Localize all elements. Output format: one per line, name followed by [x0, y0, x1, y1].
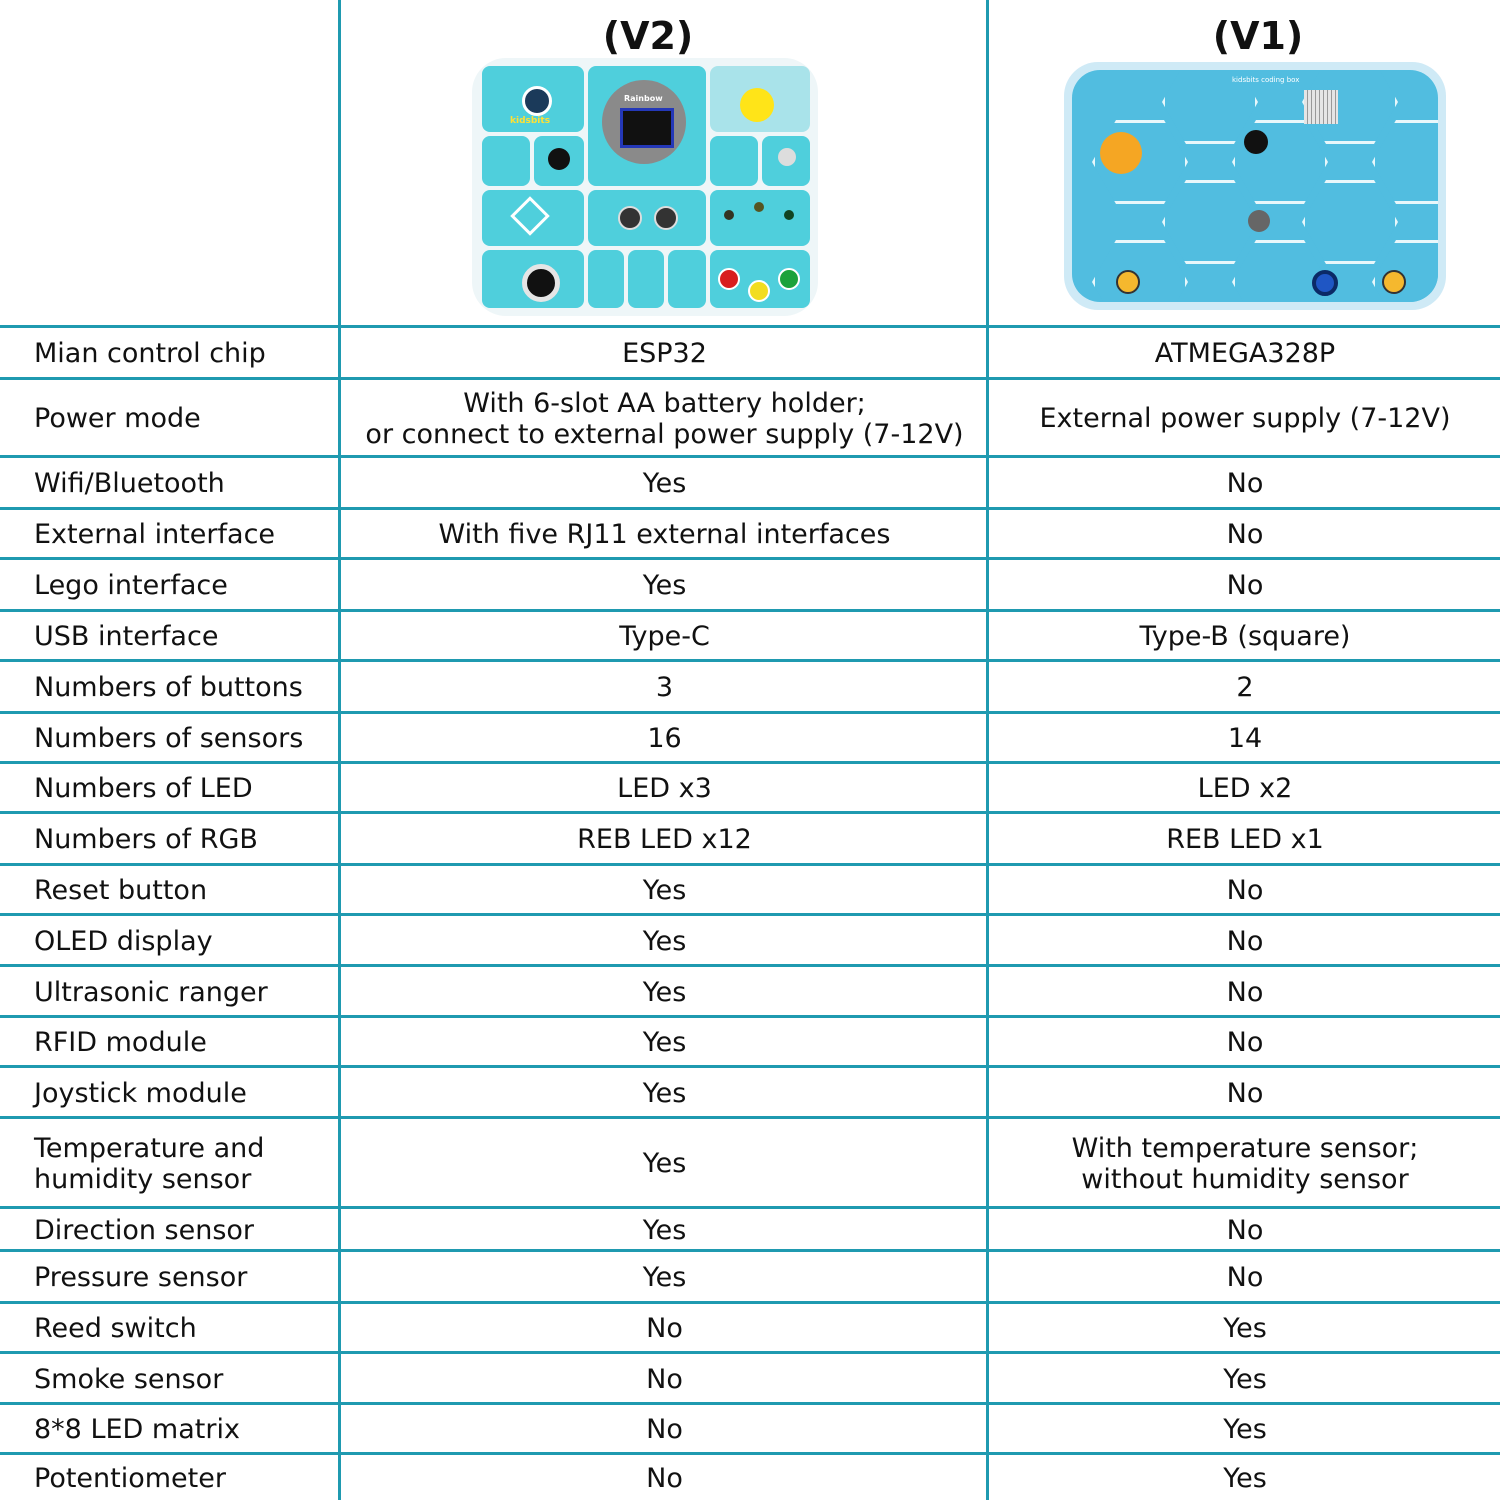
- joystick-icon: [522, 264, 560, 302]
- v2-value: With 6-slot AA battery holder; or connect to external power supply (7-12V): [365, 387, 964, 450]
- brand-label: kidsbits: [510, 116, 551, 126]
- v2-value: 3: [655, 672, 674, 703]
- row-label: Wifi/Bluetooth: [34, 468, 225, 499]
- v1-value: No: [1226, 1027, 1264, 1058]
- led-matrix-icon: [1304, 90, 1338, 124]
- v1-value: External power supply (7-12V): [1039, 403, 1451, 434]
- row-label: Ultrasonic ranger: [34, 976, 268, 1008]
- led-tile: [710, 190, 810, 246]
- row-label: OLED display: [34, 925, 213, 957]
- green-button-icon: [778, 268, 800, 290]
- v1-value: LED x2: [1197, 773, 1293, 804]
- row-label: Power mode: [34, 403, 201, 434]
- v2-value: Type-C: [619, 621, 710, 652]
- v1-value: Yes: [1223, 1363, 1267, 1395]
- light-tile: [482, 136, 530, 186]
- v2-value: 16: [647, 723, 682, 754]
- v1-value: Yes: [1223, 1313, 1267, 1344]
- display-label: Rainbow: [624, 94, 663, 103]
- v2-value: No: [646, 1414, 683, 1445]
- v1-value: No: [1226, 1077, 1264, 1109]
- led-icon: [784, 210, 794, 220]
- ultrasonic-eye-icon: [654, 206, 678, 230]
- sound-tile: [710, 136, 758, 186]
- v2-value: Yes: [642, 976, 687, 1008]
- row-label: USB interface: [34, 621, 219, 652]
- row-label: Direction sensor: [34, 1214, 255, 1246]
- v2-value: Yes: [642, 1027, 687, 1058]
- row-label: Temperature and humidity sensor: [34, 1132, 265, 1195]
- row-label: Numbers of buttons: [34, 672, 303, 703]
- v1-board-surface: [1072, 70, 1438, 302]
- v2-value: No: [646, 1363, 683, 1395]
- rfid-icon: [510, 196, 550, 236]
- yellow-button-icon: [748, 280, 770, 302]
- ultrasonic-eye-icon: [618, 206, 642, 230]
- row-label: RFID module: [34, 1027, 207, 1058]
- v1-value: No: [1226, 1214, 1264, 1246]
- v1-value: REB LED x1: [1166, 824, 1324, 855]
- v1-value: No: [1226, 570, 1264, 601]
- v2-value: Yes: [642, 1214, 687, 1246]
- v1-value: No: [1226, 519, 1264, 550]
- column-divider: [338, 0, 341, 1500]
- v1-value: Type-B (square): [1139, 621, 1351, 652]
- v2-value: Yes: [642, 468, 687, 499]
- v2-value: Yes: [642, 1148, 687, 1179]
- v2-board-image: [472, 58, 818, 316]
- speaker-tile: [534, 136, 584, 186]
- servo-tile: [482, 66, 584, 132]
- row-label: Numbers of LED: [34, 773, 253, 804]
- v2-column-title: (V2): [602, 14, 694, 58]
- v2-value: Yes: [642, 925, 687, 957]
- v2-value: Yes: [642, 875, 687, 906]
- rfid-tile: [482, 190, 584, 246]
- v1-value: No: [1226, 1262, 1264, 1293]
- led-icon: [754, 202, 764, 212]
- v2-value: Yes: [642, 1262, 687, 1293]
- row-divider: [0, 325, 1500, 328]
- potentiometer-icon: [1312, 270, 1338, 296]
- button-icon: [1382, 270, 1406, 294]
- row-label: 8*8 LED matrix: [34, 1414, 240, 1445]
- v1-value: Yes: [1223, 1462, 1267, 1494]
- v1-value: 2: [1236, 672, 1254, 703]
- row-label: Pressure sensor: [34, 1262, 248, 1293]
- row-label: Lego interface: [34, 570, 228, 601]
- row-label: Smoke sensor: [34, 1363, 224, 1395]
- led-icon: [724, 210, 734, 220]
- v1-value: No: [1226, 875, 1264, 906]
- v2-value: LED x3: [617, 773, 712, 804]
- v1-value: 14: [1227, 723, 1263, 754]
- gas-sensor-icon: [1248, 210, 1270, 232]
- temperature-tile: [588, 250, 624, 308]
- v1-value: No: [1226, 468, 1264, 499]
- fan-icon: [740, 88, 774, 122]
- row-label: Reset button: [34, 875, 208, 906]
- oled-screen-icon: [620, 108, 674, 148]
- ultrasonic-tile: [588, 190, 706, 246]
- pir-tile: [762, 136, 810, 186]
- v2-value: Yes: [642, 1077, 687, 1109]
- row-label: Potentiometer: [34, 1462, 226, 1494]
- oled-tile: [588, 66, 706, 186]
- v2-value: Yes: [642, 570, 687, 601]
- fan-tile: [710, 66, 810, 132]
- pressure-tile: [668, 250, 706, 308]
- servo-icon: [522, 86, 552, 116]
- v1-value: ATMEGA328P: [1154, 338, 1336, 369]
- v2-value: With five RJ11 external interfaces: [438, 519, 891, 550]
- row-label: Numbers of sensors: [34, 723, 304, 754]
- v1-column-title: (V1): [1212, 14, 1304, 58]
- v2-value: ESP32: [622, 338, 707, 369]
- v1-value: With temperature sensor; without humidity sensor: [1071, 1132, 1419, 1195]
- row-label: Numbers of RGB: [34, 824, 258, 855]
- pir-sensor-icon: [778, 148, 796, 166]
- brand-label: kidsbits coding box: [1232, 76, 1300, 84]
- row-label: Reed switch: [34, 1313, 197, 1344]
- compass-tile: [628, 250, 664, 308]
- row-label: External interface: [34, 519, 276, 550]
- v1-value: Yes: [1223, 1414, 1267, 1445]
- row-label: Mian control chip: [34, 338, 266, 369]
- v1-board-image: [1064, 62, 1446, 310]
- v2-value: No: [646, 1313, 683, 1344]
- v2-value: No: [646, 1462, 683, 1494]
- joystick-tile: [482, 250, 584, 308]
- red-button-icon: [718, 268, 740, 290]
- fan-icon: [1100, 132, 1142, 174]
- row-label: Joystick module: [34, 1077, 247, 1109]
- v1-value: No: [1226, 925, 1264, 957]
- button-icon: [1116, 270, 1140, 294]
- v1-value: No: [1226, 976, 1264, 1008]
- buzzer-icon: [1244, 130, 1268, 154]
- adkey-tile: [710, 250, 810, 308]
- v2-value: REB LED x12: [577, 824, 752, 855]
- speaker-icon: [548, 148, 570, 170]
